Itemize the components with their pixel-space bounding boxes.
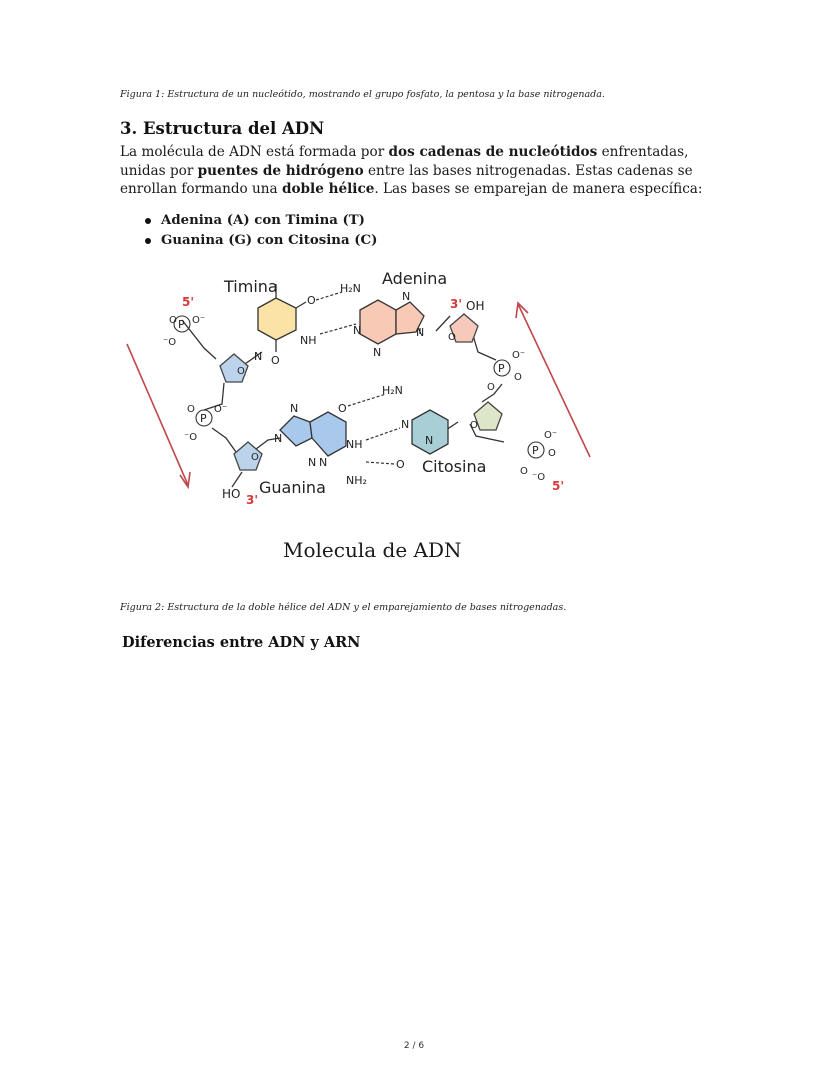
thymine-ring bbox=[258, 298, 296, 340]
page-number: 2 / 6 bbox=[403, 1041, 425, 1051]
nitrogen-label: N bbox=[254, 350, 263, 363]
amino-group-label: NH₂ bbox=[346, 474, 367, 487]
svg-text:O⁻: O⁻ bbox=[544, 430, 558, 441]
three-prime-label: 3' bbox=[246, 493, 259, 507]
nitrogen-label: N bbox=[319, 456, 328, 469]
figure-2-caption: Figura 2: Estructura de la doble hélice del ADN y el emparejamiento de bases nitrogenadas. bbox=[120, 602, 567, 613]
phosphate-group bbox=[163, 315, 205, 348]
svg-text:O⁻: O⁻ bbox=[214, 404, 228, 415]
svg-text:⁻O: ⁻O bbox=[532, 472, 546, 483]
section-heading: 3. Estructura del ADN bbox=[120, 119, 325, 138]
phosphate-group bbox=[520, 430, 557, 483]
svg-text:O: O bbox=[548, 448, 556, 459]
five-prime-label: 5' bbox=[182, 295, 195, 309]
nitrogen-label: N bbox=[416, 326, 425, 339]
guanina-label: Guanina bbox=[259, 478, 326, 497]
oxygen-label: O bbox=[237, 366, 245, 377]
adenina-label: Adenina bbox=[382, 269, 448, 288]
five-prime-label: 5' bbox=[552, 479, 565, 493]
nitrogen-label: N bbox=[425, 434, 434, 447]
phosphate-group bbox=[487, 350, 525, 393]
svg-text:P: P bbox=[200, 412, 207, 425]
oxygen-label: O bbox=[251, 452, 259, 463]
nitrogen-label: N bbox=[402, 290, 411, 303]
guanine-ring bbox=[280, 416, 312, 446]
list-item: Guanina (G) con Citosina (C) bbox=[145, 231, 377, 251]
bold-term: dos cadenas de nucleótidos bbox=[388, 144, 598, 160]
svg-text:⁻O: ⁻O bbox=[163, 337, 177, 348]
oxygen-label: O bbox=[448, 332, 456, 343]
nitrogen-label: N bbox=[290, 402, 299, 415]
figure-title: Molecula de ADN bbox=[283, 538, 462, 562]
nitrogen-label: N bbox=[308, 456, 317, 469]
adenine-ring bbox=[360, 300, 396, 344]
three-prime-label: 3' bbox=[450, 297, 463, 311]
base-pair-list bbox=[145, 211, 377, 251]
oxygen-label: O bbox=[307, 294, 316, 307]
svg-text:O: O bbox=[520, 466, 528, 477]
nh-label: NH bbox=[300, 334, 317, 347]
svg-text:O: O bbox=[487, 382, 495, 393]
svg-text:O⁻: O⁻ bbox=[192, 315, 206, 326]
nitrogen-label: N bbox=[274, 432, 283, 445]
svg-text:O⁻: O⁻ bbox=[512, 350, 526, 361]
hydroxyl-label: OH bbox=[466, 299, 485, 313]
svg-text:O: O bbox=[187, 404, 195, 415]
bold-term: puentes de hidrógeno bbox=[197, 162, 364, 179]
nitrogen-label: N bbox=[401, 418, 410, 431]
amino-group-label: H₂N bbox=[382, 384, 403, 397]
cytosine-ring bbox=[412, 410, 448, 454]
svg-text:⁻O: ⁻O bbox=[184, 432, 198, 443]
svg-text:O: O bbox=[514, 372, 522, 383]
figure-1-caption: Figura 1: Estructura de un nucleótido, mostrando el grupo fosfato, la pentosa y la base nitrogenada. bbox=[120, 89, 605, 100]
list-item: Adenina (A) con Timina (T) bbox=[145, 211, 377, 231]
nitrogen-label: N bbox=[373, 346, 382, 359]
amino-group-label: H₂N bbox=[340, 282, 361, 295]
bold-term: doble hélice bbox=[281, 181, 375, 197]
svg-text:P: P bbox=[532, 444, 539, 457]
pentose-ring bbox=[474, 402, 502, 430]
subheading: Diferencias entre ADN y ARN bbox=[122, 634, 361, 651]
oxygen-label: O bbox=[470, 420, 478, 431]
section-paragraph: La molécula de ADN está formada por dos cadenas de nucleótidos enfrentadas, unidas por puentes de hidrógeno entre las bases nitrogenadas. Estas cadenas se enrollan formando una doble hélice. Las bases se emparejan de manera específica: bbox=[120, 144, 703, 197]
oxygen-label: O bbox=[396, 458, 405, 471]
strand-arrow-left bbox=[127, 344, 190, 487]
phosphate-group bbox=[184, 404, 227, 443]
oxygen-label: O bbox=[338, 402, 347, 415]
nitrogen-label: N bbox=[353, 324, 362, 337]
nh-label: NH bbox=[346, 438, 363, 451]
timina-label: Timina bbox=[224, 277, 278, 296]
svg-text:P: P bbox=[498, 362, 505, 375]
citosina-label: Citosina bbox=[422, 457, 487, 476]
oxygen-label: O bbox=[271, 354, 280, 367]
guanine-ring bbox=[310, 412, 346, 456]
hydroxyl-label: HO bbox=[222, 487, 241, 501]
svg-text:O: O bbox=[169, 315, 177, 326]
svg-text:P: P bbox=[178, 318, 185, 331]
dna-molecule-diagram bbox=[120, 262, 610, 512]
